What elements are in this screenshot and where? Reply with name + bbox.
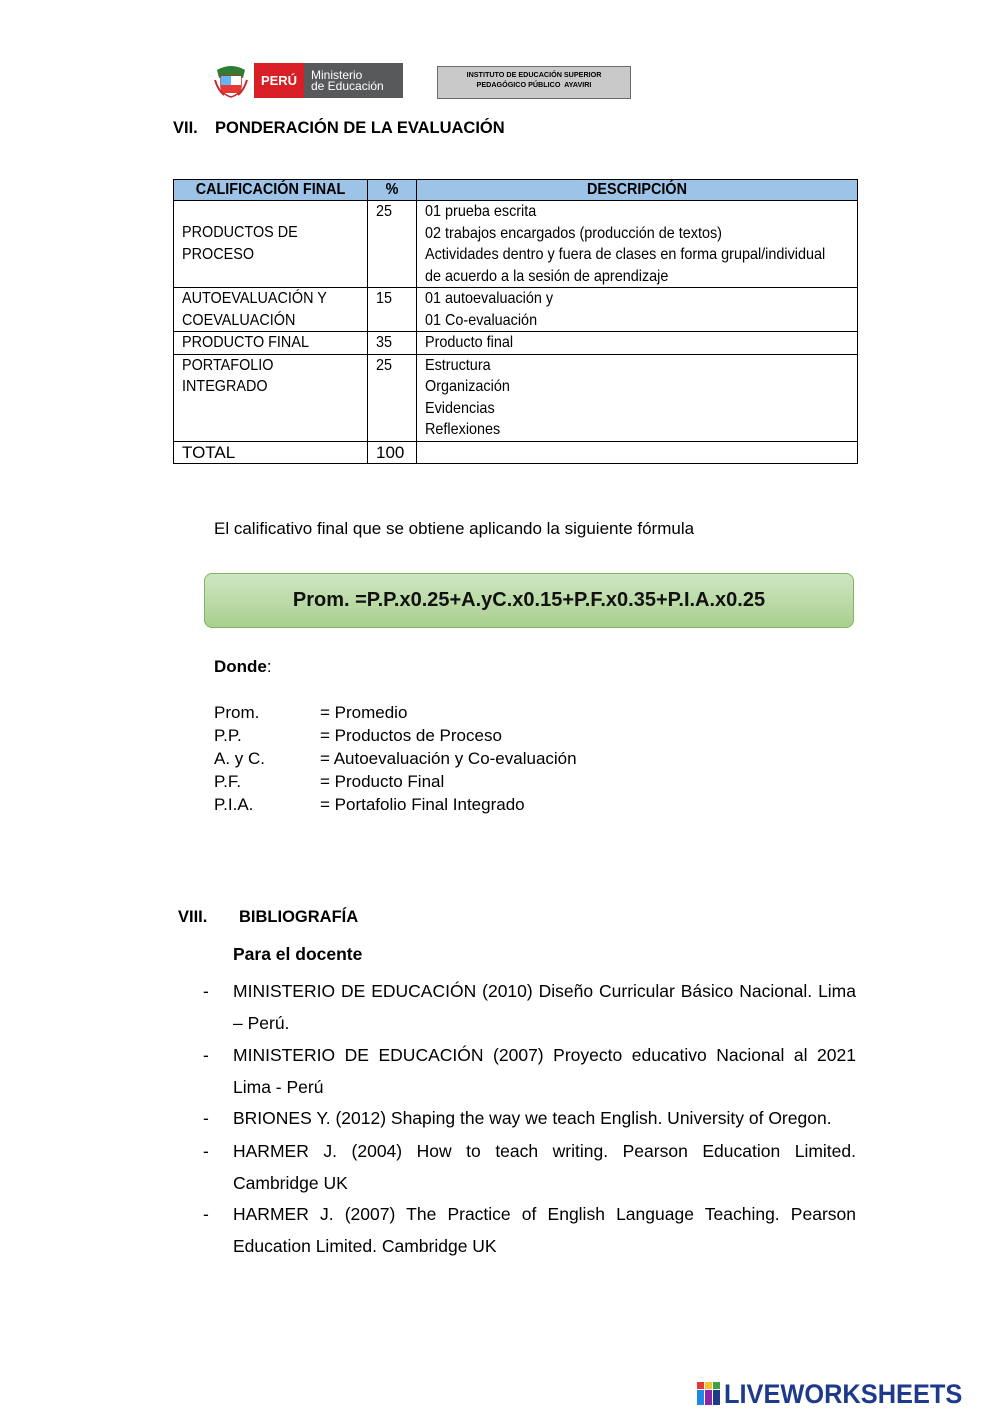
table-row <box>174 201 858 288</box>
ministry-logo-text <box>304 63 403 98</box>
row-percent: 15 <box>368 288 417 332</box>
definition-abbr: P.F. <box>214 772 242 791</box>
peru-label: PERÚ <box>254 63 304 98</box>
institute-box <box>437 66 631 99</box>
section-8-number: VIII. <box>178 908 208 926</box>
list-item <box>203 976 856 1039</box>
liveworksheets-logo <box>697 1379 978 1409</box>
liveworksheets-text: LIVEWORKSHEETS <box>724 1378 963 1409</box>
section-7-title: PONDERACIÓN DE LA EVALUACIÓN <box>215 119 505 137</box>
definition-abbr: Prom. <box>214 703 260 722</box>
liveworksheets-icon <box>697 1382 721 1406</box>
header-calificacion: CALIFICACIÓN FINAL <box>174 180 368 201</box>
grading-table <box>173 179 858 464</box>
row-name: AUTOEVALUACIÓN Y COEVALUACIÓN <box>174 288 368 332</box>
row-description: 01 prueba escrita 02 trabajos encargados (producción de textos) Actividades dentro y fuera de clases en forma grupal/individual de acuerdo a la sesión de aprendizaje <box>417 201 858 288</box>
row-name: PRODUCTO FINAL <box>174 332 368 355</box>
bibliography-entry: MINISTERIO DE EDUCACIÓN (2007) Proyecto educativo Nacional al 2021 Lima - Perú <box>233 1045 856 1097</box>
row-percent: 25 <box>368 354 417 441</box>
ministry-line-1: Ministerio <box>311 68 363 82</box>
ministry-line-2: de Educación <box>311 79 384 93</box>
bullet-dash: - <box>203 981 209 1001</box>
definition-meaning: = Productos de Proceso <box>320 726 502 745</box>
list-item <box>214 770 714 793</box>
bullet-dash: - <box>203 1141 209 1161</box>
list-item <box>214 724 714 747</box>
peru-coat-of-arms-icon <box>214 64 248 98</box>
bibliography-entry: BRIONES Y. (2012) Shaping the way we teach English. University of Oregon. <box>233 1108 832 1128</box>
table-row <box>174 288 858 332</box>
definition-meaning: = Promedio <box>320 703 408 722</box>
header-percent: % <box>368 180 417 201</box>
list-item <box>203 1136 856 1199</box>
bullet-dash: - <box>203 1204 209 1224</box>
definition-abbr: P.P. <box>214 726 242 745</box>
definition-meaning: = Autoevaluación y Co-evaluación <box>320 749 577 768</box>
row-percent: 35 <box>368 332 417 355</box>
total-value: 100 <box>368 441 417 464</box>
row-name: PORTAFOLIO INTEGRADO <box>174 354 368 441</box>
institute-line-1: INSTITUTO DE EDUCACIÓN SUPERIOR <box>466 70 602 79</box>
definitions-list <box>214 701 714 821</box>
list-item <box>214 701 714 724</box>
definition-abbr: A. y C. <box>214 749 266 768</box>
total-label: TOTAL <box>174 441 368 464</box>
list-item <box>203 1103 856 1135</box>
table-row <box>174 332 858 355</box>
total-empty <box>417 441 858 464</box>
table-row <box>174 354 858 441</box>
row-description: 01 autoevaluación y 01 Co-evaluación <box>417 288 858 332</box>
definition-abbr: P.I.A. <box>214 795 254 814</box>
bullet-dash: - <box>203 1045 209 1065</box>
row-percent: 25 <box>368 201 417 288</box>
row-description: Estructura Organización Evidencias Reflexiones <box>417 354 858 441</box>
definition-meaning: = Portafolio Final Integrado <box>320 795 525 814</box>
formula-box <box>204 573 854 628</box>
bibliography-entry: HARMER J. (2004) How to teach writing. Pearson Education Limited. Cambridge UK <box>233 1141 856 1193</box>
section-7-number: VII. <box>173 119 198 137</box>
definition-meaning: = Producto Final <box>320 772 445 791</box>
header-descripcion: DESCRIPCIÓN <box>417 180 858 201</box>
list-item <box>203 1199 856 1262</box>
list-item <box>214 793 714 816</box>
list-item <box>214 747 714 770</box>
bibliography-entry: MINISTERIO DE EDUCACIÓN (2010) Diseño Curricular Básico Nacional. Lima – Perú. <box>233 981 856 1033</box>
formula-text: Prom. =P.P.x0.25+A.yC.x0.15+P.F.x0.35+P.I.A.x0.25 <box>292 589 766 611</box>
section-8-subtitle: Para el docente <box>233 944 363 964</box>
section-8-title: BIBLIOGRAFÍA <box>239 908 359 926</box>
intro-text: El calificativo final que se obtiene aplicando la siguiente fórmula <box>214 519 695 538</box>
list-item <box>203 1040 856 1103</box>
institute-line-2: PEDAGÓGICO PÚBLICO AYAVIRI <box>476 80 592 89</box>
table-total-row <box>174 441 858 464</box>
donde-label: Donde: <box>214 657 272 676</box>
row-name: PRODUCTOS DE PROCESO <box>174 201 368 288</box>
bibliography-entry: HARMER J. (2007) The Practice of English Language Teaching. Pearson Education Limited. Cambridge UK <box>233 1204 856 1256</box>
row-description: Producto final <box>417 332 858 355</box>
bullet-dash: - <box>203 1108 209 1128</box>
table-header-row <box>174 180 858 201</box>
